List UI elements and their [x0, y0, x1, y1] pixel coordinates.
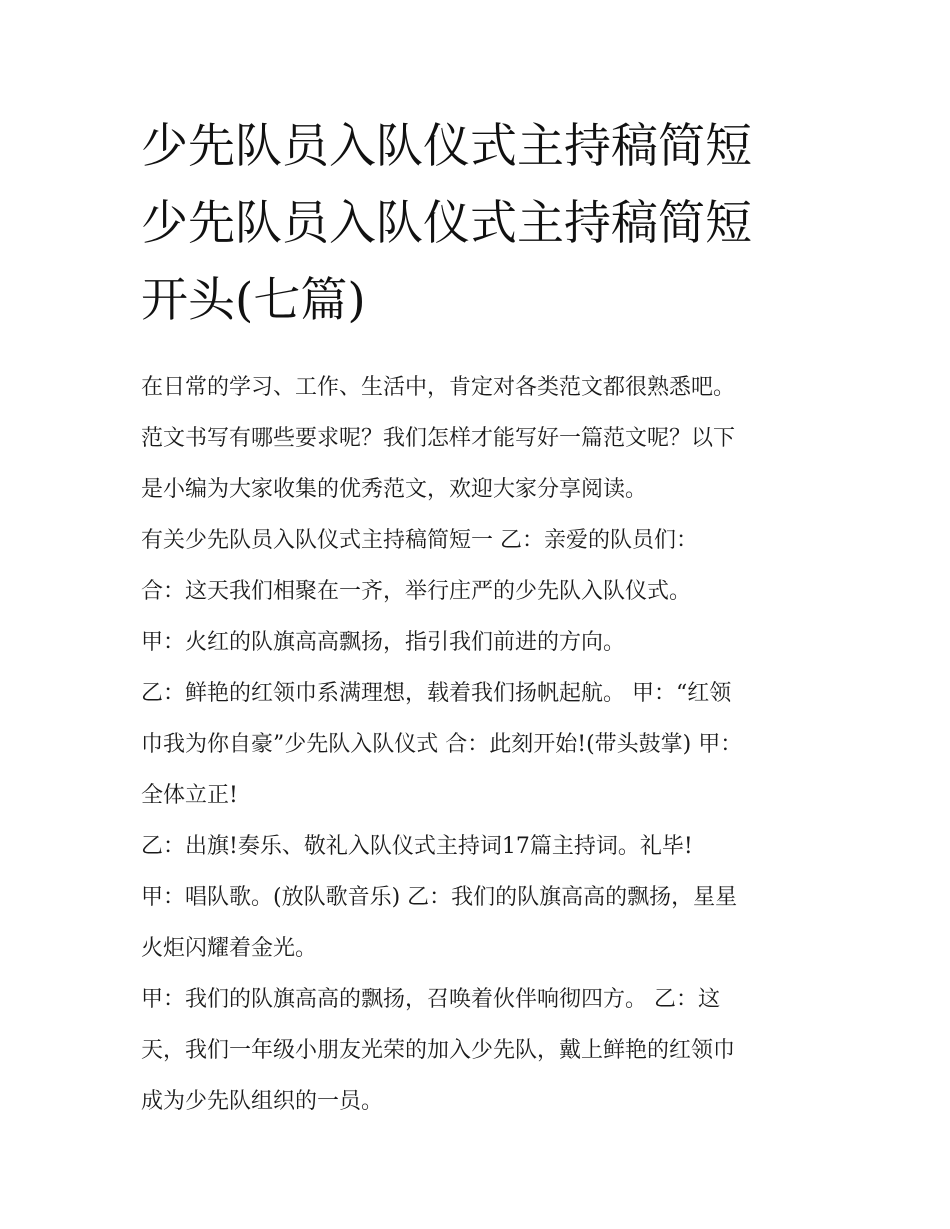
- text-line: 合：这天我们相聚在一齐，举行庄严的少先队入队仪式。: [141, 579, 692, 604]
- text-line: 范文书写有哪些要求呢？我们怎样才能写好一篇范文呢？以下: [141, 426, 736, 451]
- text-line: 乙：鲜艳的红领巾系满理想，载着我们扬帆起航。 甲：“红领: [141, 681, 732, 706]
- paragraph-dialogue: [141, 821, 813, 872]
- title-line: 少先队员入队仪式主持稿简短: [141, 119, 752, 174]
- text-line: 有关少先队员入队仪式主持稿简短一 乙：亲爱的队员们：: [141, 528, 698, 553]
- text-line: 甲：火红的队旗高高飘扬，指引我们前进的方向。: [141, 630, 626, 655]
- document-page: [141, 108, 813, 1127]
- title-line: 少先队员入队仪式主持稿简短: [141, 196, 752, 251]
- paragraph-section-heading: [141, 515, 813, 566]
- text-line: 乙：出旗!奏乐、敬礼入队仪式主持词17篇主持词。礼毕!: [141, 834, 693, 859]
- paragraph-dialogue: [141, 668, 813, 821]
- paragraph-dialogue: [141, 974, 813, 1127]
- text-line: 甲：唱队歌。(放队歌音乐) 乙：我们的队旗高高的飘扬，星星: [141, 885, 738, 910]
- document-body: [141, 362, 813, 1127]
- text-line: 是小编为大家收集的优秀范文，欢迎大家分享阅读。: [141, 477, 648, 502]
- text-line: 在日常的学习、工作、生活中，肯定对各类范文都很熟悉吧。: [141, 375, 736, 400]
- text-line: 甲：我们的队旗高高的飘扬，召唤着伙伴响彻四方。 乙：这: [141, 987, 720, 1012]
- text-line: 火炬闪耀着金光。: [141, 936, 318, 961]
- paragraph-dialogue: [141, 872, 813, 974]
- text-line: 巾我为你自豪”少先队入队仪式 合：此刻开始!(带头鼓掌) 甲：: [141, 732, 743, 757]
- paragraph-dialogue: [141, 566, 813, 617]
- text-line: 全体立正!: [141, 783, 238, 808]
- title-line: 开头(七篇): [141, 273, 366, 328]
- document-title: [141, 108, 813, 339]
- text-line: 成为少先队组织的一员。: [141, 1089, 384, 1114]
- text-line: 天，我们一年级小朋友光荣的加入少先队，戴上鲜艳的红领巾: [141, 1038, 736, 1063]
- paragraph-dialogue: [141, 617, 813, 668]
- paragraph-intro: [141, 362, 813, 515]
